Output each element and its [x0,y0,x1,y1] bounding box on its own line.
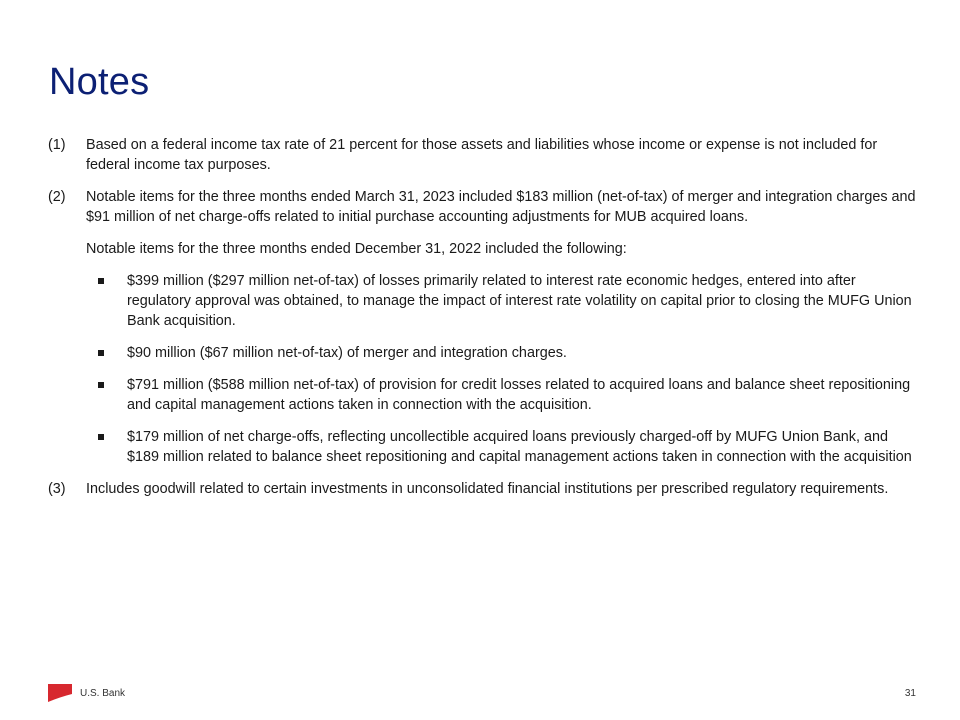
notable-items-list [48,271,918,467]
note-text: Includes goodwill related to certain investments in unconsolidated financial institutions per prescribed regulatory requirements. [86,481,889,497]
list-item-text: $791 million ($588 million net-of-tax) of provision for credit losses related to acquired loans and balance sheet repositioning and capital management actions taken in connection with the acquisition. [127,377,911,413]
note-text: Notable items for the three months ended March 31, 2023 included $183 million (net-of-tax) of merger and integration charges and $91 million of net charge-offs related to initial purchase accounting adjustments for MUB acquired loans. [86,189,916,225]
note-1 [48,135,918,175]
list-item [48,375,918,415]
square-bullet-icon [98,434,104,440]
note-3 [48,479,918,499]
page-number: 31 [904,688,916,699]
list-item [48,427,918,467]
note-2 [48,187,918,227]
list-item-text: $399 million ($297 million net-of-tax) of losses primarily related to interest rate economic hedges, entered into after regulatory approval was obtained, to manage the impact of interest rate volatility on capital prior to closing the MUFG Union Bank acquisition. [127,273,912,329]
note-number: (3) [48,481,66,497]
note-number: (2) [48,189,66,205]
note-text: Based on a federal income tax rate of 21 percent for those assets and liabilities whose income or expense is not included for federal income tax purposes. [86,137,878,173]
note-2-subnote: Notable items for the three months ended December 31, 2022 included the following: [86,241,627,257]
square-bullet-icon [98,350,104,356]
page-title: Notes [49,61,150,103]
list-item-text: $90 million ($67 million net-of-tax) of merger and integration charges. [127,345,567,361]
list-item [48,343,918,363]
footer-brand: U.S. Bank [80,688,126,699]
notes-list [48,135,918,511]
list-item [48,271,918,331]
note-number: (1) [48,137,66,153]
square-bullet-icon [98,382,104,388]
square-bullet-icon [98,278,104,284]
us-bank-shield-icon [48,684,72,702]
list-item-text: $179 million of net charge-offs, reflecting uncollectible acquired loans previously charged-off by MUFG Union Bank, and $189 million related to balance sheet repositioning and capital management actions taken in connection with the acquisition [127,429,912,465]
